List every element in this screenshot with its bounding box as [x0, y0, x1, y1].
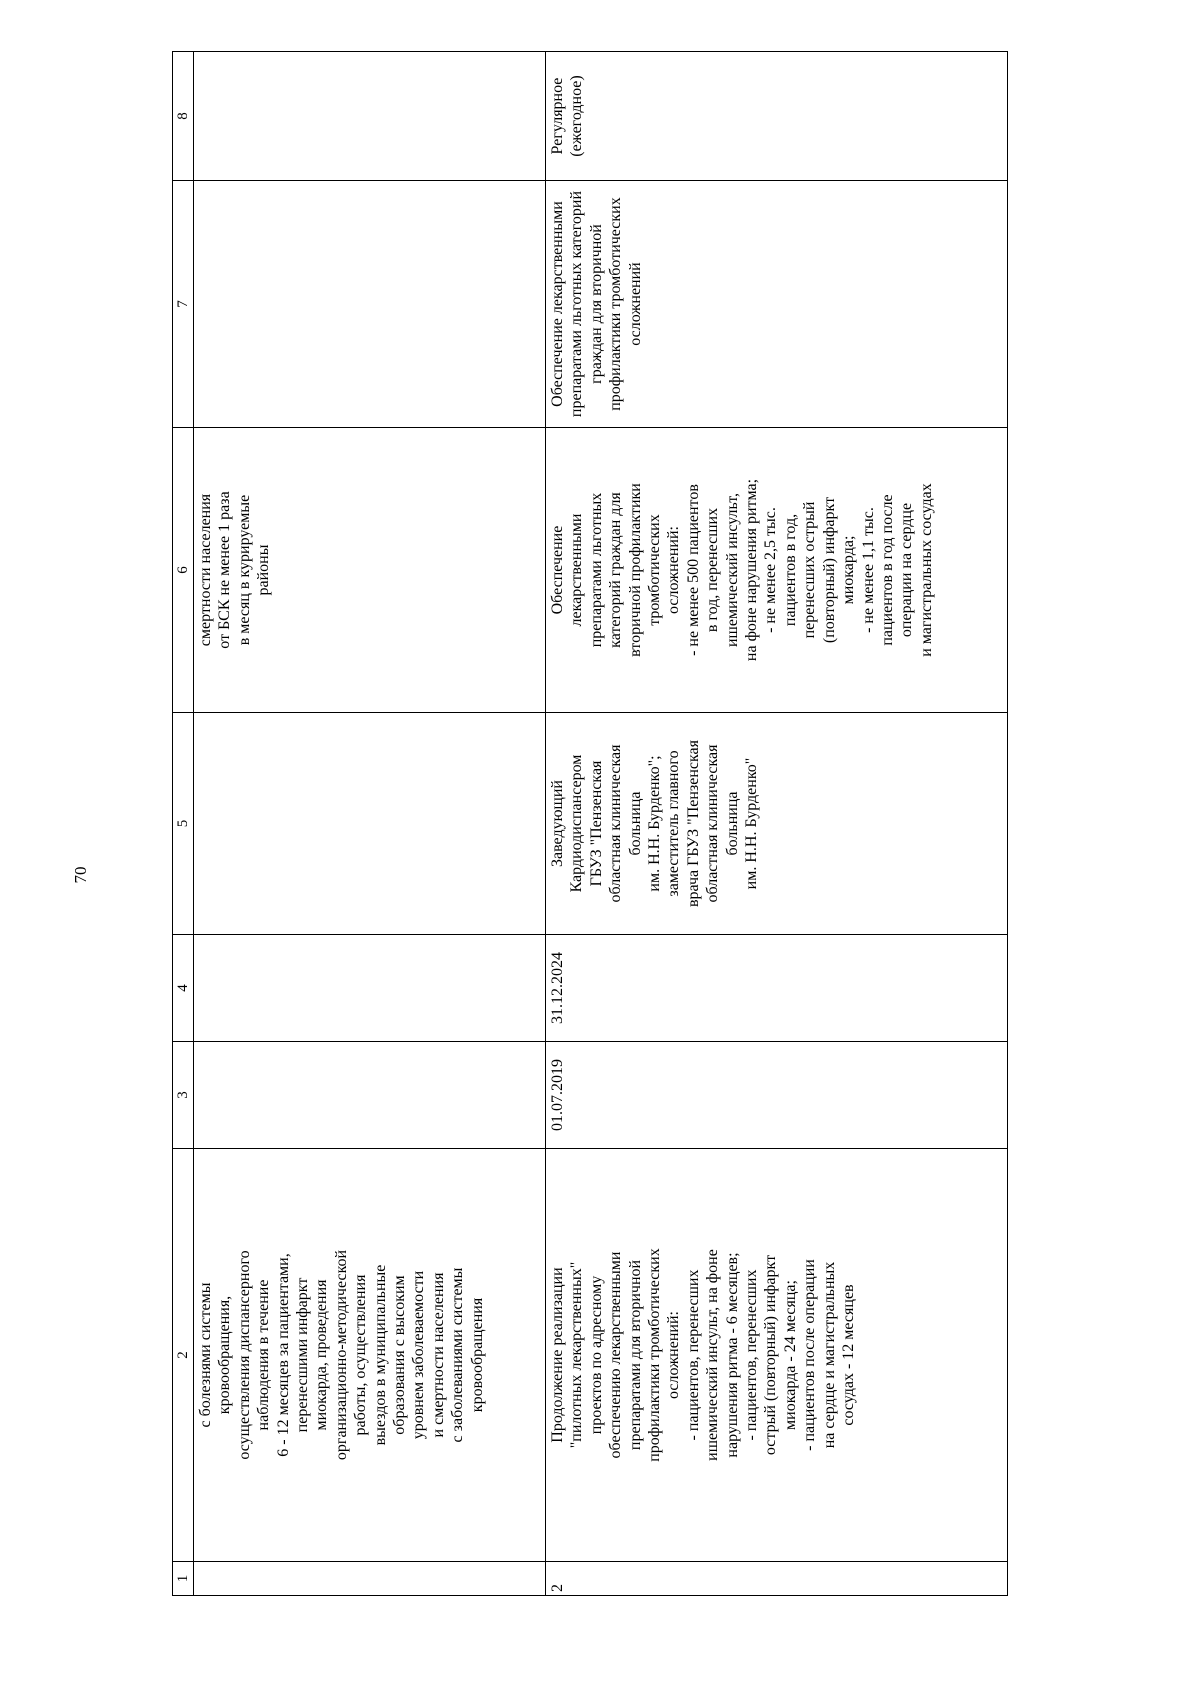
result-cell: смертности населения от БСК не менее 1 раза в месяц в курируемые районы: [194, 428, 546, 713]
table-row: [194, 52, 546, 1596]
table-container: [172, 52, 1022, 1596]
column-number: 3: [173, 1042, 194, 1149]
activity-cell: Продолжение реализации "пилотных лекарственных" проектов по адресному обеспечению лекарственными препаратами для вторичной профилактики тромботических осложнений: - пациентов, перенесших ишемический инсульт, на фоне нарушения ритма - 6 месяцев; - пациентов, перенесших острый (повторный) инфаркт миокарда - 24 месяца; - пациентов после операции на сердце и магистральных сосудах - 12 месяцев: [546, 1149, 1008, 1562]
result-cell: Обеспечение лекарственными препаратами льготных категорий граждан для вторичной профилактики тромботических осложнений: - не менее 500 пациентов в год, перенесших ишемический инсульт, на фоне нарушения ритма; - не менее 2,5 тыс. пациентов в год, перенесших острый (повторный) инфаркт миокарда; - не менее 1,1 тыс. пациентов в год после операции на сердце и магистральных сосудах: [546, 428, 1008, 713]
start-date-cell: 01.07.2019: [546, 1042, 1008, 1149]
row-number-cell: [194, 1562, 546, 1596]
start-date-cell: [194, 1042, 546, 1149]
end-date-cell: [194, 935, 546, 1042]
description-cell: Обеспечение лекарственными препаратами льготных категорий граждан для вторичной профилактики тромботических осложнений: [546, 181, 1008, 428]
column-number: 4: [173, 935, 194, 1042]
page-number: 70: [71, 866, 90, 884]
column-number: 7: [173, 181, 194, 428]
frequency-cell: [194, 52, 546, 181]
column-numbers-row: [173, 52, 194, 1596]
table-row: [546, 52, 1008, 1596]
activity-cell: с болезнями системы кровообращения, осуществления диспансерного наблюдения в течение 6 - 12 месяцев за пациентами, перенесшими инфаркт миокарда, проведения организационно-методической работы, осуществления выездов в муниципальные образования с высоким уровнем заболеваемости и смертности населения с заболеваниями системы кровообращения: [194, 1149, 546, 1562]
row-number-cell: 2: [546, 1562, 1008, 1596]
end-date-cell: 31.12.2024: [546, 935, 1008, 1042]
column-number: 1: [173, 1562, 194, 1596]
activity-table: [172, 51, 1008, 1596]
column-number: 2: [173, 1149, 194, 1562]
column-number: 8: [173, 52, 194, 181]
frequency-cell: Регулярное (ежегодное): [546, 52, 1008, 181]
responsible-cell: [194, 713, 546, 935]
description-cell: [194, 181, 546, 428]
column-number: 5: [173, 713, 194, 935]
responsible-cell: Заведующий Кардиодиспансером ГБУЗ "Пензенская областная клиническая больница им. Н.Н. Бурденко"; заместитель главного врача ГБУЗ "Пензенская областная клиническая больница им. Н.Н. Бурденко": [546, 713, 1008, 935]
column-number: 6: [173, 428, 194, 713]
